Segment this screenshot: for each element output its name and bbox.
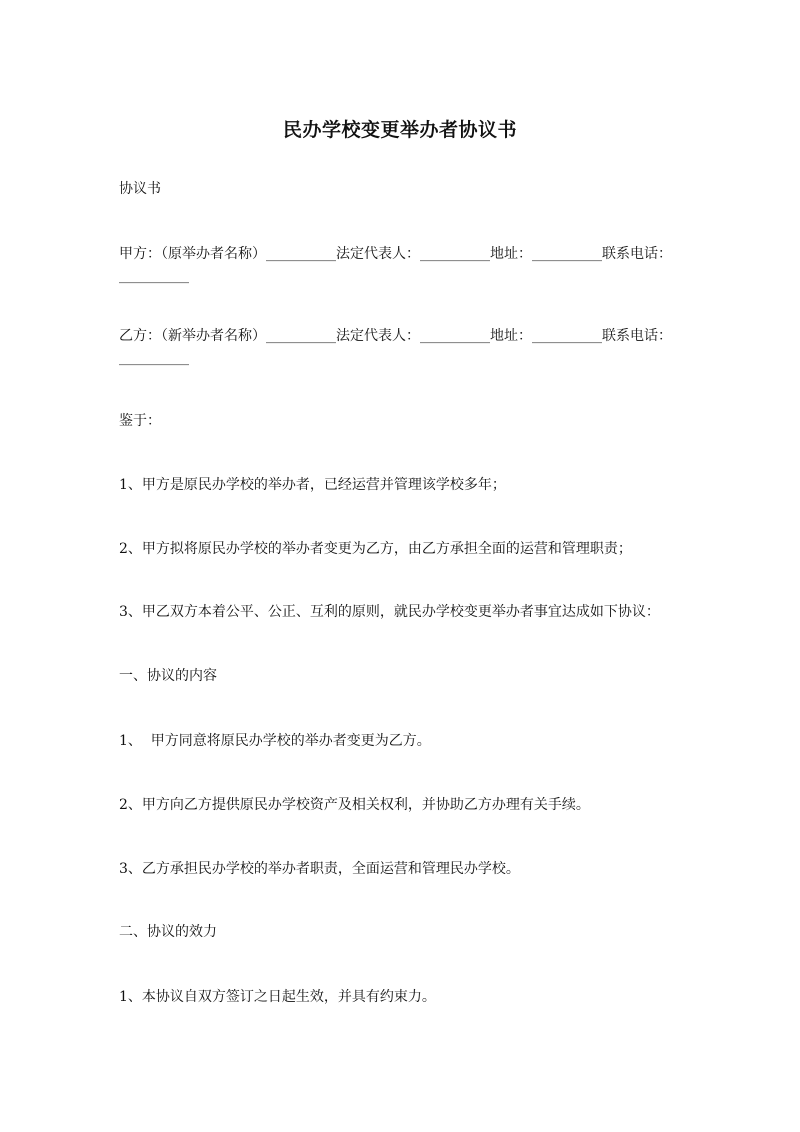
section-heading-content: 一、协议的内容 [119,668,217,684]
party-b-info: 乙方：（新举办者名称）__________法定代表人：__________地址：__________联系电话：__________ [119,328,672,366]
validity-item-1: 1、本协议自双方签订之日起生效，并具有约束力。 [119,989,436,1005]
document-title: 民办学校变更举办者协议书 [282,119,517,141]
content-item-3: 3、乙方承担民办学校的举办者职责，全面运营和管理民办学校。 [119,861,520,877]
doc-heading-agreement: 协议书 [119,181,161,197]
content-item-2: 2、甲方向乙方提供原民办学校资产及相关权利，并协助乙方办理有关手续。 [119,797,590,813]
whereas-item-3: 3、甲乙双方本着公平、公正、互利的原则，就民办学校变更举办者事宜达成如下协议： [119,604,660,620]
content-item-1: 1、 甲方同意将原民办学校的举办者变更为乙方。 [119,733,431,749]
whereas-item-1: 1、甲方是原民办学校的举办者，已经运营并管理该学校多年； [119,477,506,493]
whereas-heading: 鉴于： [119,413,161,429]
section-heading-validity: 二、协议的效力 [119,924,217,940]
party-a-info: 甲方：（原举办者名称）__________法定代表人：__________地址：__________联系电话：__________ [119,246,672,284]
whereas-item-2: 2、甲方拟将原民办学校的举办者变更为乙方，由乙方承担全面的运营和管理职责； [119,541,632,557]
